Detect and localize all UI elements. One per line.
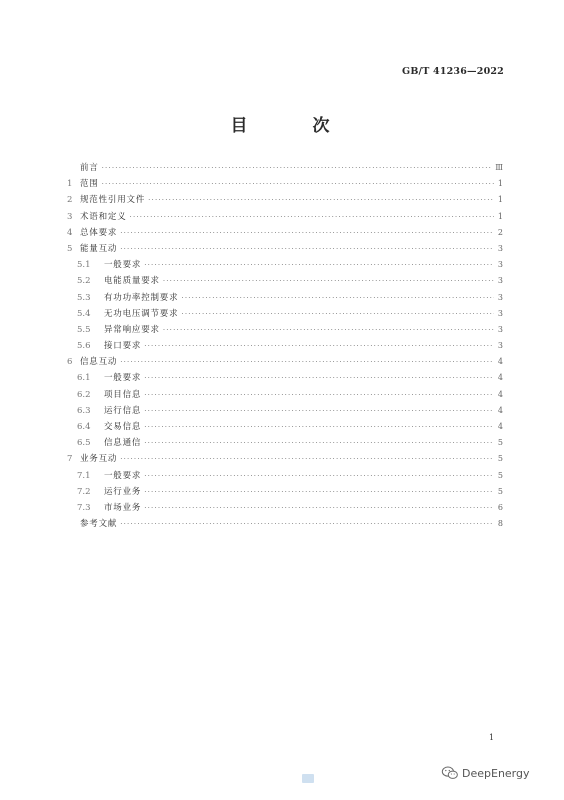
toc-entry-number: 7.1 (77, 470, 91, 481)
toc-dot-leader (144, 435, 494, 451)
toc-entry[interactable] (67, 387, 503, 403)
toc-dot-leader (130, 209, 494, 225)
toc-entry-label: 电能质量要求 (104, 276, 160, 287)
page-title: 目 次 (230, 116, 354, 136)
toc-dot-leader (120, 225, 494, 241)
toc-dot-leader (102, 160, 493, 176)
toc-entry-number: 3 (67, 211, 73, 222)
toc-entry-label: 前言 (80, 163, 99, 173)
toc-entry-label: 一般要求 (104, 373, 142, 384)
toc-entry-number: 6.5 (77, 438, 91, 449)
toc-entry-page: 2 (497, 227, 503, 237)
toc-entry-number: 5.6 (77, 341, 91, 352)
toc-dot-leader (120, 354, 494, 370)
toc-entry-number: 7 (67, 454, 73, 465)
toc-dot-leader (144, 257, 494, 273)
toc-entry-number: 7.2 (77, 486, 91, 497)
toc-dot-leader (102, 176, 494, 192)
toc-entry-number: 4 (67, 227, 73, 238)
toc-entry-label: 项目信息 (104, 389, 142, 400)
toc-dot-leader (163, 322, 494, 338)
toc-entry-page: 3 (497, 243, 503, 253)
toc-dot-leader (120, 241, 494, 257)
toc-entry[interactable] (67, 403, 503, 419)
toc-dot-leader (144, 338, 494, 354)
toc-entry[interactable] (67, 451, 503, 467)
toc-entry-label: 能量互动 (80, 243, 118, 254)
toc-dot-leader (144, 387, 494, 403)
toc-entry[interactable] (67, 370, 503, 386)
toc-dot-leader (144, 370, 494, 386)
toc-dot-leader (163, 273, 494, 289)
toc-dot-leader (181, 290, 494, 306)
toc-entry[interactable] (67, 484, 503, 500)
watermark (441, 766, 530, 780)
toc-entry-label: 市场业务 (104, 502, 142, 513)
toc-entry-page: 6 (497, 502, 503, 512)
toc-entry[interactable] (67, 306, 503, 322)
toc-entry-page: 1 (497, 211, 503, 221)
toc-entry-number: 6.3 (77, 405, 91, 416)
toc-entry[interactable] (67, 419, 503, 435)
toc-entry-number: 5.5 (77, 324, 91, 335)
toc-entry-number: 2 (67, 195, 73, 206)
toc-entry-label: 信息互动 (80, 357, 118, 368)
toc-entry-label: 信息通信 (104, 438, 142, 449)
toc-entry[interactable] (67, 435, 503, 451)
toc-entry[interactable] (67, 209, 503, 225)
toc-entry-label: 运行业务 (104, 486, 142, 497)
toc-entry-number: 6.2 (77, 389, 91, 400)
toc-entry-number: 5 (67, 243, 73, 254)
toc-dot-leader (120, 516, 494, 532)
toc-entry-page: 3 (497, 341, 503, 351)
document-code: GB/T 41236—2022 (402, 66, 504, 77)
toc-entry-page: 5 (497, 486, 503, 496)
toc-entry-page: 4 (497, 389, 503, 399)
toc-entry-number: 5.2 (77, 276, 91, 287)
toc-entry-page: 3 (497, 324, 503, 334)
toc-entry-page: 4 (497, 357, 503, 367)
toc-entry[interactable] (67, 322, 503, 338)
toc-entry-label: 总体要求 (80, 227, 118, 238)
table-of-contents (67, 160, 503, 532)
toc-entry[interactable] (67, 468, 503, 484)
toc-entry-label: 交易信息 (104, 422, 142, 432)
toc-entry-page: 4 (497, 373, 503, 383)
toc-entry-number: 6.1 (77, 373, 91, 384)
toc-entry-page: 5 (497, 438, 503, 448)
toc-entry-page: Ⅲ (495, 163, 503, 172)
toc-entry-page: 3 (497, 276, 503, 286)
toc-entry[interactable] (67, 354, 503, 370)
toc-entry-page: 5 (497, 470, 503, 480)
toc-entry-page: 4 (497, 422, 503, 431)
toc-entry-label: 规范性引用文件 (80, 195, 146, 206)
page-number: 1 (489, 733, 495, 742)
toc-dot-leader (144, 484, 494, 500)
toc-entry-number: 6.4 (77, 422, 91, 432)
toc-dot-leader (144, 468, 494, 484)
toc-entry-label: 术语和定义 (80, 211, 127, 222)
toc-entry-label: 运行信息 (104, 405, 142, 416)
toc-entry-page: 1 (497, 179, 503, 189)
toc-entry-page: 1 (497, 195, 503, 205)
toc-entry-page: 3 (497, 260, 503, 270)
toc-entry-label: 异常响应要求 (104, 324, 160, 335)
toc-entry[interactable] (67, 225, 503, 241)
toc-entry-label: 参考文献 (80, 519, 118, 530)
toc-entry-page: 3 (497, 292, 503, 302)
toc-dot-leader (144, 419, 494, 435)
toc-entry[interactable] (67, 516, 503, 532)
toc-entry-label: 业务互动 (80, 454, 118, 465)
toc-entry-number: 7.3 (77, 502, 91, 513)
toc-entry-number: 5.1 (77, 260, 91, 271)
toc-entry-label: 范围 (80, 179, 99, 190)
toc-entry-label: 接口要求 (104, 341, 142, 352)
toc-entry-label: 一般要求 (104, 470, 142, 481)
toc-dot-leader (144, 403, 494, 419)
toc-entry[interactable] (67, 192, 503, 208)
toc-entry[interactable] (67, 290, 503, 306)
toc-entry[interactable] (67, 338, 503, 354)
toc-entry-page: 4 (497, 405, 503, 415)
toc-entry[interactable] (67, 500, 503, 516)
toc-entry-number: 6 (67, 357, 73, 368)
toc-entry-page: 3 (497, 308, 503, 318)
toc-entry[interactable] (67, 257, 503, 273)
footer-mark-icon (302, 774, 314, 783)
toc-entry-label: 一般要求 (104, 260, 142, 271)
toc-dot-leader (181, 306, 494, 322)
watermark-text: DeepEnergy (462, 766, 530, 780)
toc-entry[interactable] (67, 273, 503, 289)
toc-entry[interactable] (67, 176, 503, 192)
toc-entry-number: 5.3 (77, 292, 91, 303)
toc-entry[interactable] (67, 160, 503, 176)
toc-entry-page: 5 (497, 454, 503, 464)
toc-entry-label: 有功功率控制要求 (104, 292, 179, 303)
toc-entry[interactable] (67, 241, 503, 257)
toc-dot-leader (144, 500, 494, 516)
toc-entry-number: 5.4 (77, 308, 91, 319)
toc-entry-page: 8 (497, 519, 503, 529)
toc-dot-leader (148, 192, 494, 208)
toc-dot-leader (120, 451, 494, 467)
toc-entry-number: 1 (67, 179, 73, 190)
wechat-icon (441, 766, 459, 780)
toc-entry-label: 无功电压调节要求 (104, 308, 179, 319)
